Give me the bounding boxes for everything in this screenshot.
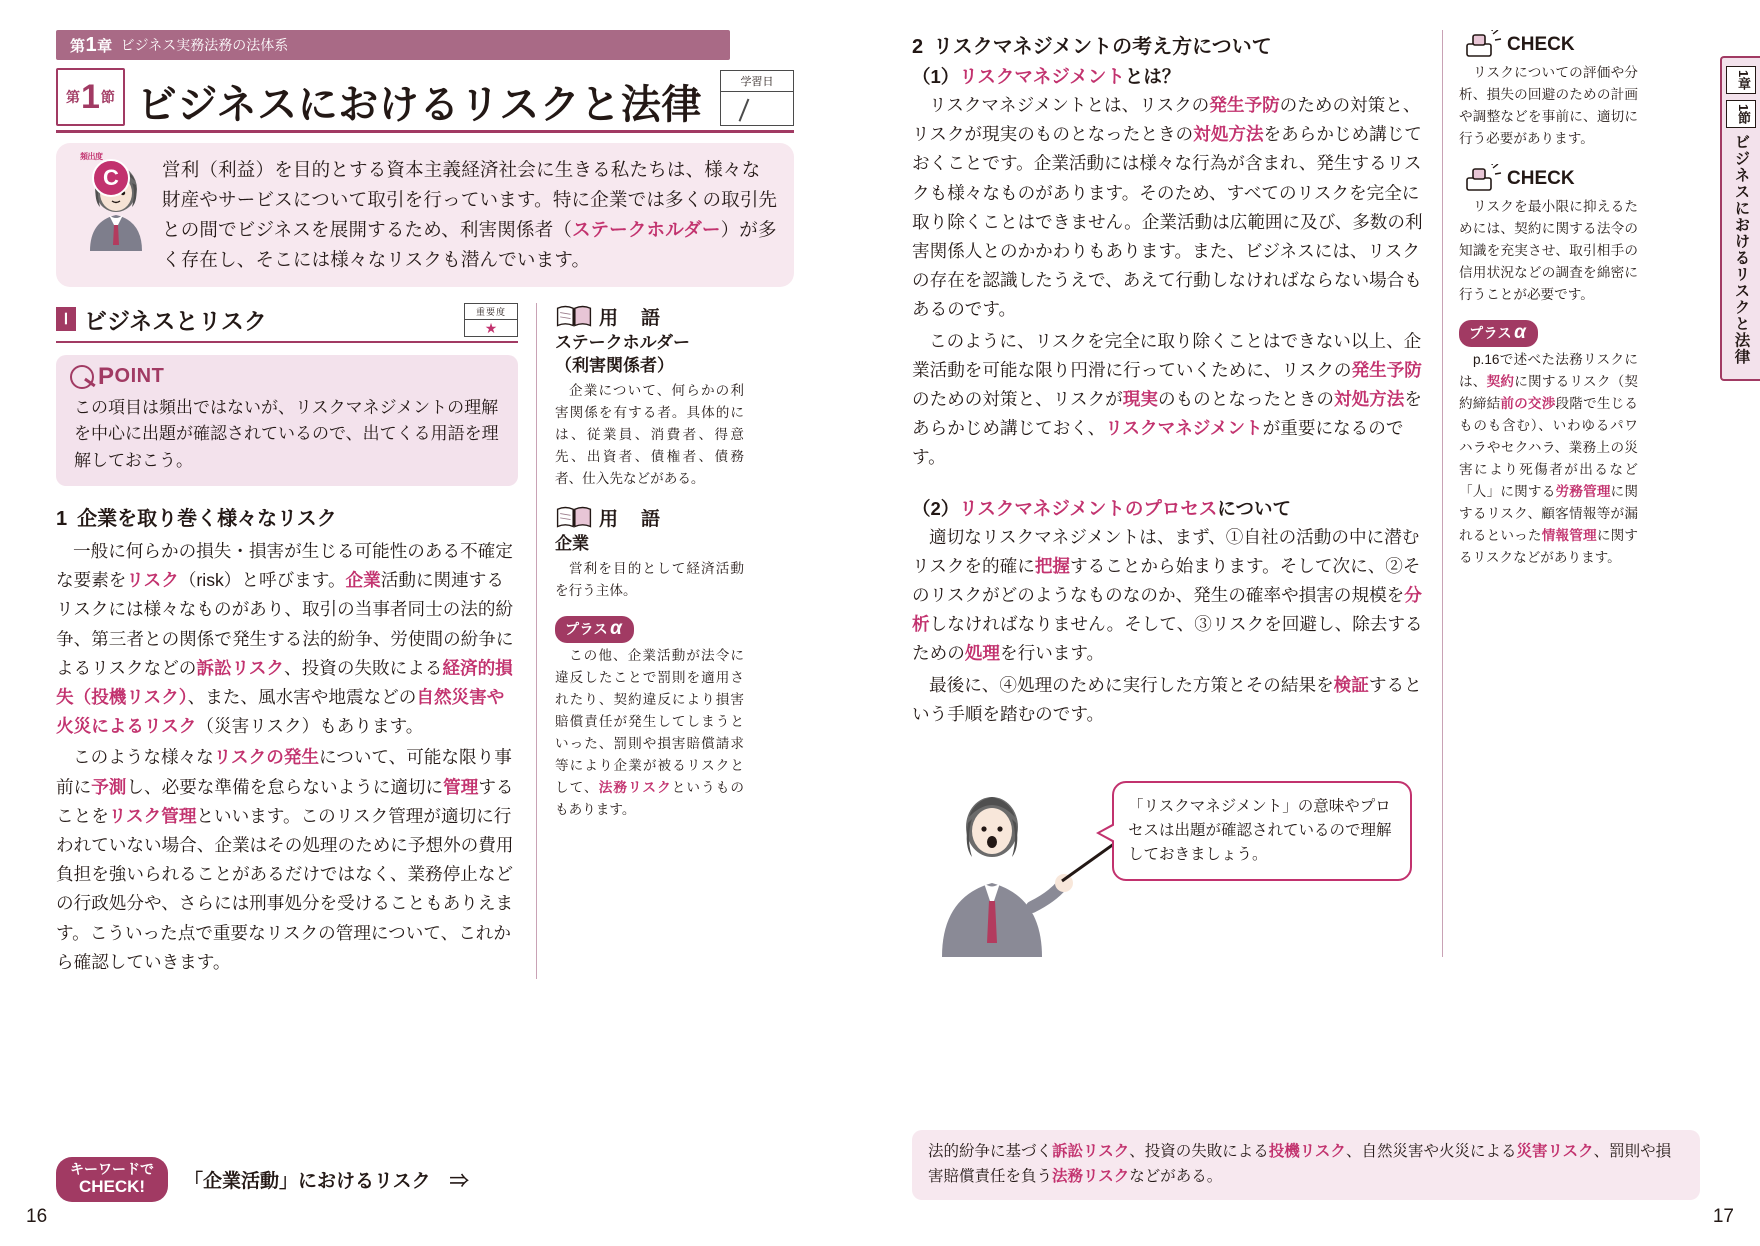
intro-text: 営利（利益）を目的とする資本主義経済社会に生きる私たちは、様々な財産やサービスについて取引を行っています。特に企業では多くの取引先との間でビジネスを展開するため、利害関係者（ステークホルダー）が多く存在し、そこには様々なリスクも潜んでいます。: [162, 159, 778, 270]
heading-num-1: 1 企業を取り巻く様々なリスク: [56, 507, 337, 530]
point-title: P OINT: [70, 363, 506, 391]
open-book-icon: [555, 303, 593, 329]
plus-alpha-badge: プラス α: [555, 616, 634, 643]
tab-title: ビジネスにおけるリスクと法律: [1732, 134, 1750, 366]
term-header-2: [555, 504, 744, 531]
importance-stars: ★: [484, 319, 498, 336]
left-content-columns: [56, 303, 836, 979]
check-body: リスクについての評価や分析、損失の回避のための計画や調整などを事前に、適切に行う必要があります。: [1459, 65, 1638, 147]
right-main-column: [912, 30, 1442, 957]
check-header-2: [1459, 164, 1638, 194]
heading-num-2: 2 リスクマネジメントの考え方について: [912, 36, 1272, 58]
keyword-summary-box: 法的紛争に基づく訴訟リスク、投資の失敗による投機リスク、自然災害や火災による災害リスク、罰則や損害賠償責任を負う法務リスクなどがある。: [912, 1130, 1700, 1200]
roman-heading-text: ビジネスとリスク: [84, 307, 267, 334]
term-label: 用 語: [599, 508, 663, 530]
term-label: 用 語: [599, 307, 663, 329]
heading-roman-1: [56, 303, 518, 343]
paragraph: このように、リスクを完全に取り除くことはできない以上、企業活動を可能な限り円滑に行っていくために、リスクの発生予防のための対策と、リスクが現実のものとなったときの対処方法をあらかじめ講じておく、リスクマネジメントが重要になるのです。: [912, 330, 1422, 468]
study-date-label: 学習日: [721, 71, 793, 92]
point-pin-icon: [70, 365, 94, 389]
chapter-number-label: 第1章: [70, 33, 113, 56]
check-label: CHECK: [1507, 34, 1575, 55]
check-header-1: [1459, 30, 1638, 60]
left-main-column: [56, 303, 536, 979]
term-body: 営利を目的として経済活動を行う主体。: [555, 560, 744, 598]
stamp-icon: [1459, 30, 1503, 60]
tab-chapter-box: 1章: [1726, 66, 1756, 94]
subheading-1: （1）リスクマネジメントとは？: [912, 66, 1181, 87]
teacher-speech-bubble: 「リスクマネジメント」の意味やプロセスは出題が確認されているので理解しておきましょう。: [1112, 781, 1412, 881]
plus-alpha-body: p.16で述べた法務リスクには、契約に関するリスク（契約締結前の交渉段階で生じるものも含む）、いわゆるパワハラやセクハラ、業務上の災害により死傷者が出るなど「人」に関する労務管理に関するリスク、顧客情報等が漏れるといった情報管理に関するリスクなどがあります。: [1459, 352, 1639, 566]
teacher-avatar: [66, 152, 162, 275]
chapter-title: ビジネス実務法務の法体系: [120, 37, 289, 53]
right-page: [880, 0, 1760, 1246]
plus-alpha-body: この他、企業活動が法令に違反したことで罰則を適用されたり、契約違反により損害賠償責任が発生してしまうといった、罰則や損害賠償請求等により企業が被るリスクとして、法務リスクというものもあります。: [555, 647, 745, 817]
right-side-column: [1442, 30, 1638, 957]
teacher-with-pointer-illustration: [912, 757, 1112, 957]
importance-label: 重要度: [465, 304, 517, 320]
frequency-label: 頻出度: [80, 152, 103, 161]
plus-alpha-badge: プラス α: [1459, 320, 1538, 347]
paragraph: 適切なリスクマネジメントは、まず、①自社の活動の中に潜むリスクを的確に把握することから始まります。そして次に、②そのリスクがどのようなものなのか、発生の確率や損害の規模を分析しなければなりません。そして、③リスクを回避し、除去するための処理を行います。: [912, 526, 1423, 664]
keyword-check-bar: [56, 1157, 469, 1202]
paragraph: このような様々なリスクの発生について、可能な限り事前に予測し、必要な準備を怠らないように適切に管理することをリスク管理といいます。このリスク管理が適切に行われていない場合、企業はその処理のために予想外の費用負担を強いられることがあるだけではなく、業務停止などの行政処分や、さらには刑事処分を受けることもありえます。こういった点で重要なリスクの管理について、これから確認していきます。: [56, 747, 514, 972]
paragraph: 一般に何らかの損失・損害が生じる可能性のある不確定な要素をリスク（risk）と呼びます。企業活動に関連するリスクには様々なものがあり、取引の当事者同士の法的紛争、第三者との関係で発生する法的紛争、労使間の紛争によるリスクなどの訴訟リスク、投資の失敗による経済的損失（投機リスク）、また、風水害や地震などの自然災害や火災によるリスク（災害リスク）もあります。: [56, 540, 514, 737]
vertical-section-tab: [1720, 56, 1760, 381]
section-title: ビジネスにおけるリスクと法律: [136, 83, 702, 127]
term-title: ステークホルダー （利害関係者）: [555, 332, 690, 375]
stamp-icon: [1459, 164, 1503, 194]
term-header-1: [555, 303, 744, 330]
paragraph: 最後に、④処理のために実行した方策とその結果を検証するという手順を踏むのです。: [912, 674, 1422, 724]
teacher-bubble-area: [912, 747, 1426, 957]
roman-mark: Ⅰ: [56, 307, 76, 331]
study-date-box: [720, 70, 794, 126]
page-number-right: 17: [1712, 1206, 1734, 1227]
term-title: 企業: [555, 533, 589, 553]
frequency-grade-badge: C: [92, 159, 130, 197]
left-side-column: [536, 303, 744, 979]
check-body: リスクを最小限に抑えるためには、契約に関する法令の知識を充実させ、取引相手の信用状況などの調査を綿密に行うことが必要です。: [1459, 199, 1638, 303]
tab-section-box: 1節: [1726, 100, 1756, 128]
section-heading: [56, 68, 794, 133]
keyword-check-text: 「企業活動」におけるリスク ⇒: [184, 1171, 469, 1193]
study-date-blank[interactable]: [721, 92, 793, 122]
keyword-check-badge: キーワードで CHECK!: [56, 1157, 168, 1202]
right-content-columns: [912, 30, 1716, 957]
open-book-icon: [555, 504, 593, 530]
importance-box: [464, 303, 518, 337]
section-badge: 第 1 節: [56, 68, 125, 126]
term-body: 企業について、何らかの利害関係を有する者。具体的には、従業員、消費者、得意先、出資者、債権者、債務者、仕入先などがある。: [555, 382, 744, 486]
check-label: CHECK: [1507, 168, 1575, 190]
page-number-left: 16: [26, 1206, 48, 1227]
point-text: この項目は頻出ではないが、リスクマネジメントの理解を中心に出題が確認されているので、出てくる用語を理解しておこう。: [74, 397, 499, 470]
intro-callout: [56, 143, 794, 287]
point-callout: [56, 355, 518, 486]
chapter-header-bar: [56, 30, 730, 60]
paragraph: リスクマネジメントとは、リスクの発生予防のための対策と、リスクが現実のものとなったときの対処方法をあらかじめ講じておくことです。企業活動には様々な行為が含まれ、発生するリスクも様々なものがあります。そのため、すべてのリスクを完全に取り除くことはできません。企業活動は広範囲に及び、多数の利害関係人とのかかわりもあります。また、ビジネスには、リスクの存在を認識したうえで、あえて行動しなければならない場合もあるのです。: [912, 95, 1423, 320]
subheading-2: （2）リスクマネジメントのプロセスについて: [912, 497, 1292, 519]
